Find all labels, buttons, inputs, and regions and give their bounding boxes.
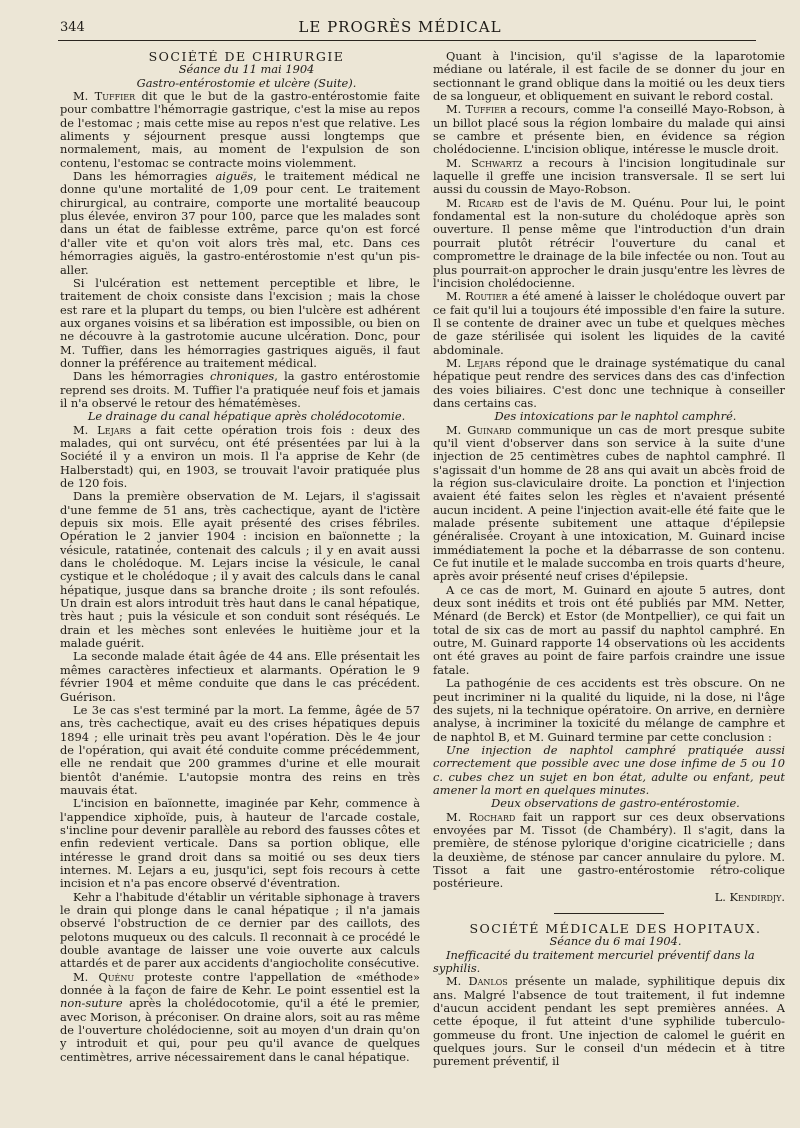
section-divider [554,913,664,914]
session-date: Séance du 6 mai 1904. [549,934,682,949]
topic-heading: Gastro-entérostomie et ulcère (Suite). [136,75,357,90]
right-column [433,50,785,1120]
author-signature: L. Kendirdjy. [714,889,785,904]
paragraph: M. Quénu proteste contre l'appellation de «méthode» donnée à la façon de faire de Kehr. Le point essentiel est la non-suture après la cholédocotomie, qu'il a été le premier, avec Morison, à préconiser. On draine alors, soit au ras même de l'ouverture cholédocienne, soit au moyen d'un drain qu'on y introduit et qui, pour peu qu'il avance de quelques centimètres, arrive nécessairement dans le canal hépatique. [60,969,420,1064]
paragraph: M. Tuffier dit que le but de la gastro-entérostomie faite pour combattre l'hémorragie gastrique, c'est la mise au repos de l'estomac ; mais cette mise au repos n'est que relative. Les aliments y séjournent presque aussi longtemps que normalement, mais, au moment de l'expulsion de son contenu, l'estomac se contracte moins violemment. [60,89,420,170]
speaker-name: M. Tuffier [73,89,136,104]
speaker-name: M. Lejars [73,422,132,437]
session-date: Séance du 11 mai 1904 [178,62,315,77]
speaker-name: M. Quénu [73,969,135,984]
running-title: LE PROGRÈS MÉDICAL [298,18,502,36]
paragraph: Le 3e cas s'est terminé par la mort. La femme, âgée de 57 ans, très cachectique, avait eu des crises hépatiques depuis 1894 ; elle urinait très peu avant l'opération. Dès le 4e jour de l'opération, qui avait été conduite comme précédemment, elle ne rendait que 200 grammes d'urine et elle mourait bientôt d'anémie. L'autopsie montra des reins en très mauvais état. [60,702,420,797]
topic-heading: Inefficacité du traitement mercuriel préventif dans la syphilis. [433,947,755,976]
paragraph: M. Routier a été amené à laisser le cholédoque ouvert par ce fait qu'il lui a toujours été impossible d'en faire la suture. Il se contente de drainer avec un tube et quelques mèches de gaze stérilisée qui isolent les liquides de la cavité abdominale. [433,289,785,357]
paragraph: Dans les hémorragies aiguës, le traitement médical ne donne qu'une mortalité de 1,09 pour cent. Le traitement chirurgical, au contraire, comporte une mortalité beaucoup plus élevée, environ 37 pour 100, parce que les malades sont dans un état de faiblesse extrême, parce qu'on est forcé d'aller vite et qu'on voit alors très mal, etc. Dans ces hémorragies aiguës, la gastro-entérostomie n'est qu'un pis-aller. [60,169,420,277]
speaker-name: M. Schwartz [446,155,523,170]
paragraph: La seconde malade était âgée de 44 ans. Elle présentait les mêmes caractères infectieux et alarmants. Opération le 9 février 1904 et même conduite que dans le cas précédent. Guérison. [60,649,420,704]
left-column [60,50,420,1120]
paragraph: M. Lejars a fait cette opération trois fois : deux des malades, qui ont survécu, ont été présentées par lui à la Société il y a environ un mois. Il l'a apprise de Kehr (de Halberstadt) qui, en 1903, se trouvait l'avoir pratiquée plus de 120 fois. [60,422,420,490]
speaker-name: M. Tuffier [446,102,507,117]
speaker-name: M. Danlos [446,974,508,989]
topic-heading: Le drainage du canal hépatique après cholédocotomie. [87,409,406,424]
paragraph: M. Schwartz a recours à l'incision longitudinale sur laquelle il greffe une incision transversale. Il se sert lui aussi du coussin de Mayo-Robson. [433,155,785,197]
paragraph: M. Lejars répond que le drainage systématique du canal hépatique peut rendre des services dans des cas d'infection des voies biliaires. C'est donc une technique à conseiller dans certains cas. [433,355,785,410]
page-number: 344 [60,20,85,35]
speaker-name: M. Ricard [446,195,504,210]
section-title: SOCIÉTÉ DE CHIRURGIE [148,50,345,64]
paragraph: Si l'ulcération est nettement perceptible et libre, le traitement de choix consiste dans l'excision ; mais la chose est rare et la plupart du temps, ou bien l'ulcère est adhérent aux organes voisins et sa libération est impossible, ou bien on ne découvre à la gastrotomie aucune ulcération. Donc, pour M. Tuffier, dans les hémorragies gastriques aiguës, il faut donner la préférence au traitement médical. [60,275,420,370]
paragraph: L'incision en baïonnette, imaginée par Kehr, commence à l'appendice xiphoïde, puis, à hauteur de l'arcade costale, s'incline pour devenir parallèle au rebord des fausses côtes et enfin redevient verticale. Dans sa portion oblique, elle intéresse le grand droit dans sa moitié ou ses deux tiers internes. M. Lejars a eu, jusqu'ici, sept fois recours à cette incision et n'a pas encore observé d'éventration. [60,796,420,891]
paragraph: M. Ricard est de l'avis de M. Quénu. Pour lui, le point fondamental est la non-suture du cholédoque après son ouverture. Il pense même que l'introduction d'un drain pourrait plutôt rétrécir l'ouverture du canal et compromettre le drainage de la bile infectée ou non. Tout au plus pourrait-on approcher le drain jusqu'entre les lèvres de l'incision cholédocienne. [433,195,785,290]
speaker-name: M. Routier [446,289,508,304]
paragraph: Quant à l'incision, qu'il s'agisse de la laparotomie médiane ou latérale, il est facile de se donner du jour en sectionnant le grand oblique dans la moitié ou les deux tiers de sa longueur, et obliquement en suivant le rebord costal. [433,50,785,104]
paragraph: M. Tuffier a recours, comme l'a conseillé Mayo-Robson, à un billot placé sous la région lombaire du malade qui ainsi se cambre et présente bien, en évidence sa région cholédocienne. L'incision oblique, intéresse le muscle droit. [433,102,785,157]
header-rule [58,40,756,41]
paragraph: M. Danlos présente un malade, syphilitique depuis dix ans. Malgré l'absence de tout traitement, il fut indemne d'aucun accident pendant les sept premières années. A cette époque, il fut atteint d'une syphilide tuberculo-gommeuse du front. Une injection de calomel le guérit en quelques jours. Sur le conseil d'un médecin et à titre purement préventif, il [433,974,785,1069]
paragraph: La pathogénie de ces accidents est très obscure. On ne peut incriminer ni la qualité du liquide, ni la dose, ni l'âge des sujets, ni la technique opératoire. On arrive, en dernière analyse, à incriminer la toxicité du mélange de camphre et de naphtol B, et M. Guinard termine par cette conclusion : [433,676,785,744]
topic-heading: Deux observations de gastro-entérostomie. [491,796,740,811]
speaker-name: M. Guinard [446,422,512,437]
speaker-name: M. Rochard [446,809,516,824]
section-title: SOCIÉTÉ MÉDICALE DES HOPITAUX. [469,921,762,936]
paragraph: M. Guinard communique un cas de mort presque subite qu'il vient d'observer dans son service à la suite d'une injection de 25 centimètres cubes de naphtol camphré. Il s'agissait d'un homme de 28 ans qui avait un abcès froid de la région sus-claviculaire droite. La ponction et l'injection avaient été faites selon les règles et n'avaient présenté aucun incident. A peine l'injection avait-elle été faite que le malade présente subitement une attaque d'épilepsie généralisée. Croyant à une intoxication, M. Guinard incise immédiatement la poche et la débarrasse de son contenu. Ce fut inutile et le malade succomba en trois quarts d'heure, après avoir présenté neuf crises d'épilepsie. [433,422,785,584]
topic-heading: Des intoxications par le naphtol camphré. [494,409,737,424]
speaker-name: M. Lejars [446,355,501,370]
paragraph: Kehr a l'habitude d'établir un véritable siphonage à travers le drain qui plonge dans le canal hépatique ; il n'a jamais observé l'obstruction de ce dernier par des caillots, des pelotons muqueux ou des calculs. Il reconnait à ce procédé le double avantage de laisser une voie ouverte aux calculs attardés et de parer aux accidents d'angiocholite consécutive. [60,889,420,971]
conclusion-quote: Une injection de naphtol camphré pratiquée aussi correctement que possible avec une dose infime de 5 ou 10 c. cubes chez un sujet en bon état, adulte ou enfant, peut amener la mort en quelques minutes. [433,742,785,797]
paragraph: M. Rochard fait un rapport sur ces deux observations envoyées par M. Tissot (de Chambéry). Il s'agit, dans la première, de sténose pylorique d'origine cicatricielle ; dans la deuxième, de sténose par cancer annulaire du pylore. M. Tissot a fait une gastro-entérostomie rétro-colique postérieure. [433,809,785,891]
paragraph: Dans les hémorragies chroniques, la gastro entérostomie reprend ses droits. M. Tuffier l'a pratiquée neuf fois et jamais il n'a observé le retour des hématémèses. [60,369,420,410]
paragraph: Dans la première observation de M. Lejars, il s'agissait d'une femme de 51 ans, très cachectique, ayant de l'ictère depuis six mois. Elle ayait présenté des crises fébriles. Opération le 2 janvier 1904 : incision en baïonnette ; la vésicule, ratatinée, contenait des calculs ; il y en avait aussi dans le cholédoque. M. Lejars incise la vésicule, le canal cystique et le cholédoque ; il y avait des calculs dans le canal hépatique, jusque dans sa branche droite ; ils sont refoulés. Un drain est alors introduit très haut dans le canal hépatique, très haut ; puis la vésicule et son conduit sont réséqués. Le drain et les mèches sont enlevées le huitième jour et la malade guérit. [60,489,420,651]
paragraph: A ce cas de mort, M. Guinard en ajoute 5 autres, dont deux sont inédits et trois ont été publiés par MM. Netter, Ménard (de Berck) et Estor (de Montpellier), ce qui fait un total de six cas de mort au passif du naphtol camphré. En outre, M. Guinard rapporte 14 observations où les accidents ont été graves au point de faire parfois craindre une issue fatale. [433,582,785,677]
